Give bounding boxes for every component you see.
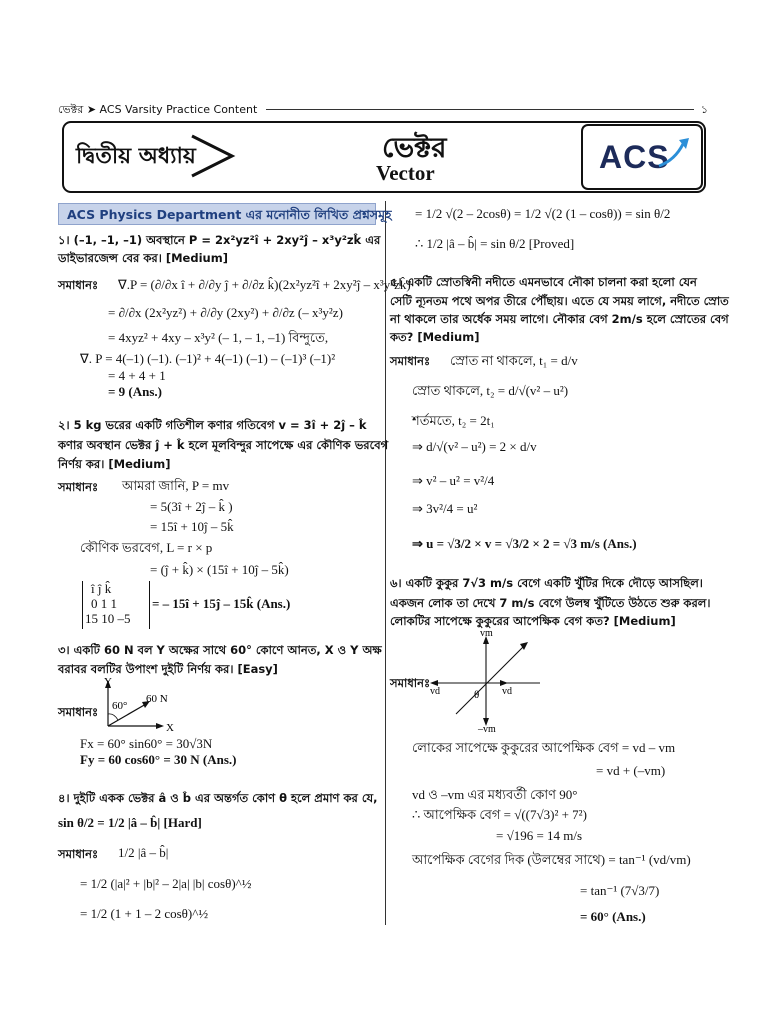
q1-step2: = ∂/∂x (2x²yz²) + ∂/∂y (2xy²) + ∂/∂z (– x³y²z)	[108, 305, 343, 320]
q5-step6: ⇒ 3v²/4 = u²	[412, 501, 478, 516]
q3-line2: বরাবর বলটির উপাংশ দুইটি নির্ণয় কর। [Easy]	[58, 662, 278, 676]
q2-line2: কণার অবস্থান ভেক্টর ĵ + k̂ হলে মূলবিন্দুর সাপেক্ষে এর কৌণিক ভরবেগ	[58, 438, 389, 452]
q5-line4: কত? [Medium]	[390, 330, 480, 344]
q5-step4: ⇒ d/√(v² – u²) = 2 × d/v	[412, 439, 537, 454]
chevron-arrow-icon	[188, 133, 238, 179]
q6-line3: লোকটির সাপেক্ষে কুকুরের আপেক্ষিক বেগ কত? [Medium]	[390, 614, 676, 628]
det-row2: 0 1 1	[91, 596, 117, 611]
fig-vm-label: vm	[480, 628, 493, 639]
q2-line1: ২। 5 kg ভরের একটি গতিশীল কণার গতিবেগ v = 3î + 2ĵ – k̂	[58, 418, 367, 432]
q2-line3: নির্ণয় কর। [Medium]	[58, 457, 171, 471]
q3-line1: ৩। একটি 60 N বল Y অক্ষের সাথে 60° কোণে আনত, X ও Y অক্ষ	[58, 643, 382, 657]
q6-step3: vd ও –vm এর মধ্যবর্তী কোণ 90°	[412, 787, 578, 802]
q6-line1: ৬। একটি কুকুর 7√3 m/s বেগে একটি খুঁটির দিকে দৌড়ে আসছিল।	[390, 576, 703, 590]
q5-line1: ৫। একটি স্রোতস্বিনী নদীতে এমনভাবে নৌকা চালনা করা হলো যেন	[390, 275, 697, 289]
q1-line1: ১। (–1, –1, –1) অবস্থানে P = 2x²yz²î + 2xy²ĵ – x³y²zk̂ এর	[58, 233, 381, 247]
q2-step5: = (ĵ + k̂) × (15î + 10ĵ – 5k̂)	[150, 562, 289, 577]
q4-line2: sin θ/2 = 1/2 |â – b̂| [Hard]	[58, 815, 202, 830]
logo-text: ACS	[599, 139, 670, 175]
q5-step2: স্রোত থাকলে, t₂ = d/√(v² – u²)	[412, 383, 569, 398]
section-heading	[58, 203, 392, 225]
q3-step1: Fx = 60° sin60° = 30√3N	[80, 736, 213, 751]
q1-step3: = 4xyz² + 4xy – x³y² (– 1, – 1, –1) বিন্দুতে,	[108, 330, 329, 345]
q5-step1: স্রোত না থাকলে, t₁ = d/v	[450, 353, 578, 368]
q5-line3: না থাকলে তার অর্ধেক সময় লাগে। নৌকার বেগ 2m/s হলে স্রোতের বেগ	[390, 312, 729, 326]
chapter-title-bengali: ভেক্টর	[382, 131, 447, 164]
page-number: ১	[700, 103, 708, 116]
fig-vd2-label: vd	[502, 686, 512, 697]
q2-step2: = 5(3î + 2ĵ – k̂ )	[150, 499, 233, 514]
q1-step6: = 9 (Ans.)	[108, 384, 162, 399]
q4-cont-step2: ∴ 1/2 |â – b̂| = sin θ/2 [Proved]	[415, 236, 575, 251]
q6-step4: ∴ আপেক্ষিক বেগ = √((7√3)² + 7²)	[412, 807, 587, 822]
q3-force-diagram	[96, 676, 186, 734]
q5-step7: ⇒ u = √3/2 × v = √3/2 × 2 = √3 m/s (Ans.)	[412, 536, 637, 551]
q4-step1: 1/2 |â – b̂|	[118, 845, 169, 860]
q6-solution-label: সমাধানঃ	[390, 676, 431, 690]
q6-line2: একজন লোক তা দেখে 7 m/s বেগে উলম্ব খুঁটিতে উঠতে শুরু করল।	[390, 596, 711, 610]
q6-step7: = tan⁻¹ (7√3/7)	[580, 883, 660, 898]
q2-step3: = 15î + 10ĵ – 5k̂	[150, 519, 234, 534]
q1-solution-label: সমাধানঃ	[58, 278, 99, 292]
q1-step5: = 4 + 4 + 1	[108, 368, 166, 383]
fig-theta-label: θ	[474, 689, 480, 701]
acs-logo	[581, 124, 703, 190]
q4-solution-label: সমাধানঃ	[58, 847, 99, 861]
fig-neg-vm-label: –vm	[478, 724, 496, 732]
q6-step1: লোকের সাপেক্ষে কুকুরের আপেক্ষিক বেগ = vd – vm	[412, 740, 676, 755]
det-row3: 15 10 –5	[85, 611, 131, 626]
acs-logo-mark	[583, 126, 701, 188]
q4-step2: = 1/2 (|a|² + |b|² – 2|a| |b| cosθ)^½	[80, 876, 252, 891]
column-divider	[385, 201, 386, 925]
chapter-title-english: Vector	[376, 161, 435, 185]
q1-line2: ডাইভারজেন্স বের কর। [Medium]	[58, 251, 228, 265]
q6-velocity-diagram	[428, 628, 558, 732]
fig-x-label: X	[166, 722, 174, 734]
q5-step3: শর্তমতে, t₂ = 2t₁	[412, 413, 495, 428]
q4-line1: ৪। দুইটি একক ভেক্টর â ও b̂ এর অন্তর্গত কোণ θ হলে প্রমাণ কর যে,	[58, 791, 378, 805]
q4-step3: = 1/2 (1 + 1 – 2 cosθ)^½	[80, 906, 209, 921]
q2-det-result: = – 15î + 15ĵ – 15k̂ (Ans.)	[152, 596, 291, 611]
q1-step1: ∇.P = (∂/∂x î + ∂/∂y ĵ + ∂/∂z k̂)(2x²yz²î + 2xy²ĵ – x³y²zk̂)	[118, 277, 411, 292]
q2-step1: আমরা জানি, P = mv	[122, 478, 230, 493]
q4-cont-step1: = 1/2 √(2 – 2cosθ) = 1/2 √(2 (1 – cosθ)) = sin θ/2	[415, 206, 671, 221]
q3-solution-label: সমাধানঃ	[58, 705, 99, 719]
det-row1: î ĵ k̂	[91, 581, 112, 596]
q2-step4: কৌণিক ভরবেগ, L = r × p	[80, 540, 213, 555]
fig-angle-label: 60°	[112, 700, 128, 712]
running-header	[58, 101, 708, 117]
determinant	[82, 581, 150, 629]
q6-step6: আপেক্ষিক বেগের দিক (উলম্বের সাথে) = tan⁻¹ (vd/vm)	[412, 852, 691, 867]
q5-solution-label: সমাধানঃ	[390, 354, 431, 368]
breadcrumb: ভেক্টর ➤ ACS Varsity Practice Content	[58, 103, 258, 116]
section-title: ACS Physics Department এর মনোনীত লিখিত প্রশ্নসমূহ	[67, 207, 392, 222]
q3-step2: Fy = 60 cos60° = 30 N (Ans.)	[80, 752, 237, 767]
q1-step4: ∇. P = 4(–1) (–1). (–1)² + 4(–1) (–1) – (–1)³ (–1)²	[80, 351, 336, 366]
chapter-label: দ্বিতীয় অধ্যায়	[76, 144, 196, 169]
fig-force-label: 60 N	[146, 693, 168, 705]
q5-line2: সেটি ন্যূনতম পথে অপর তীরে পৌঁছায়। এতে যে সময় লাগে, নদীতে স্রোত	[390, 294, 729, 308]
q6-step5: = √196 = 14 m/s	[496, 828, 583, 843]
q2-solution-label: সমাধানঃ	[58, 480, 99, 494]
fig-vd-label: vd	[430, 686, 440, 697]
q5-step5: ⇒ v² – u² = v²/4	[412, 473, 495, 488]
header-rule	[266, 109, 694, 110]
q6-step8: = 60° (Ans.)	[580, 909, 646, 924]
q6-step2: = vd + (–vm)	[596, 763, 666, 778]
fig-y-label: Y	[104, 676, 112, 688]
